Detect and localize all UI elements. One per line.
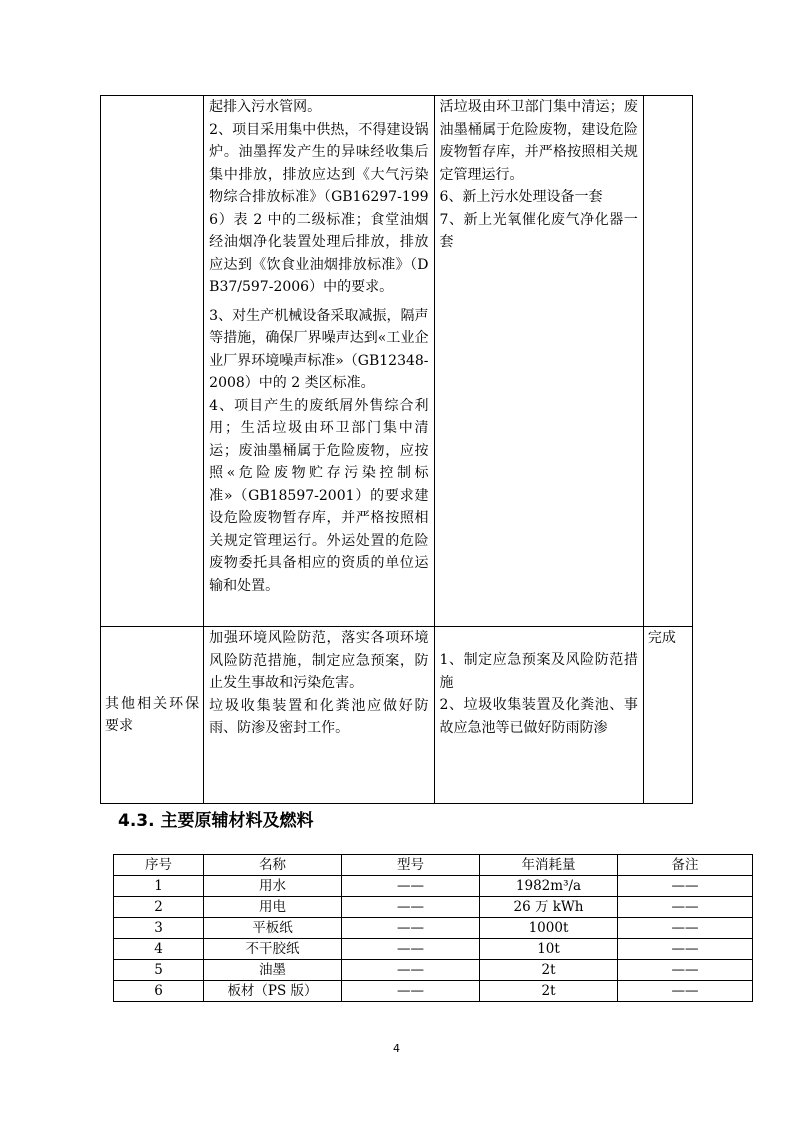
table-cell: 4: [114, 939, 204, 960]
requirement-paragraph: 4、项目产生的废纸屑外售综合利用；生活垃圾由环卫部门集中清运；废油墨桶属于危险废物，应按照«危险废物贮存污染控制标准»（GB18597-2001）的要求建设危险废物暂存库，并严格按照相关规定管理运行。外运处置的危险废物委托具备相应的资质的单位运输和处置。: [209, 397, 429, 594]
status-cell: 完成: [643, 627, 692, 804]
table-cell: ——: [618, 897, 753, 918]
implementation-paragraph: 6、新上污水处理设备一套: [439, 189, 603, 205]
table-cell: 平板纸: [204, 918, 342, 939]
table-cell: 板材（PS 版）: [204, 981, 342, 1002]
table-cell: ——: [342, 960, 480, 981]
column-header: 序号: [114, 855, 204, 876]
column-header: 年消耗量: [480, 855, 618, 876]
table-row: [101, 627, 693, 804]
requirement-paragraph: 3、对生产机械设备采取减振，隔声等措施，确保厂界噪声达到«工业企业厂界环境噪声标准»（GB12348-2008）中的 2 类区标准。: [209, 307, 429, 391]
table-row: [114, 939, 753, 960]
table-cell: 2t: [480, 981, 618, 1002]
status-cell: [643, 96, 692, 627]
table-cell: ——: [618, 960, 753, 981]
implementation-paragraph: 7、新上光氧催化废气净化器一套: [439, 211, 638, 250]
table-header-row: [114, 855, 753, 876]
table-cell: 5: [114, 960, 204, 981]
table-cell: ——: [618, 876, 753, 897]
table-row: [114, 897, 753, 918]
requirement-paragraph: 加强环境风险防范，落实各项环境风险防范措施，制定应急预案，防止发生事故和污染危害。: [209, 630, 429, 691]
materials-table: [113, 854, 753, 1002]
column-header: 备注: [618, 855, 753, 876]
requirement-paragraph: 起排入污水管网。: [209, 99, 322, 115]
table-cell: 6: [114, 981, 204, 1002]
table-row: [101, 96, 693, 627]
table-cell: ——: [618, 981, 753, 1002]
implementation-paragraph: 2、垃圾收集装置及化粪池、事故应急池等已做好防雨防渗: [439, 697, 638, 736]
table-cell: ——: [342, 939, 480, 960]
table-cell: ——: [618, 939, 753, 960]
table-cell: 1000t: [480, 918, 618, 939]
column-header: 型号: [342, 855, 480, 876]
table-cell: ——: [342, 876, 480, 897]
requirement-cell: [204, 96, 434, 627]
table-cell: 用水: [204, 876, 342, 897]
requirement-paragraph: 垃圾收集装置和化粪池应做好防雨、防渗及密封工作。: [209, 697, 429, 736]
category-cell: [101, 96, 204, 627]
table-cell: 3: [114, 918, 204, 939]
table-cell: ——: [618, 918, 753, 939]
table-row: [114, 918, 753, 939]
env-protection-table: [100, 95, 693, 804]
category-cell: 其他相关环保要求: [101, 627, 204, 804]
table-cell: 2: [114, 897, 204, 918]
column-header: 名称: [204, 855, 342, 876]
implementation-paragraph: 1、制定应急预案及风险防范措施: [439, 652, 638, 691]
table-cell: 用电: [204, 897, 342, 918]
table-cell: ——: [342, 981, 480, 1002]
table-row: [114, 960, 753, 981]
table-cell: 1982m³/a: [480, 876, 618, 897]
section-heading: 4.3. 主要原辅材料及燃料: [118, 811, 314, 831]
table-cell: 油墨: [204, 960, 342, 981]
page-number: 4: [393, 1042, 400, 1055]
implementation-cell: [434, 96, 643, 627]
table-row: [114, 981, 753, 1002]
table-cell: 不干胶纸: [204, 939, 342, 960]
requirement-paragraph: 2、项目采用集中供热，不得建设锅炉。油墨挥发产生的异味经收集后集中排放，排放应达到《大气污染物综合排放标准》（GB16297-1996）表 2 中的二级标准；食堂油烟经油烟净化装置处理后排放，排放应达到《饮食业油烟排放标准》（DB37/597-2006）中的要求。: [209, 121, 429, 295]
table-cell: 10t: [480, 939, 618, 960]
implementation-paragraph: 活垃圾由环卫部门集中清运；废油墨桶属于危险废物，建设危险废物暂存库，并严格按照相关规定管理运行。: [439, 99, 638, 183]
table-cell: 1: [114, 876, 204, 897]
table-cell: 26 万 kWh: [480, 897, 618, 918]
requirement-cell: [204, 627, 434, 804]
implementation-cell: [434, 627, 643, 804]
table-cell: ——: [342, 897, 480, 918]
table-row: [114, 876, 753, 897]
table-cell: 2t: [480, 960, 618, 981]
table-cell: ——: [342, 918, 480, 939]
